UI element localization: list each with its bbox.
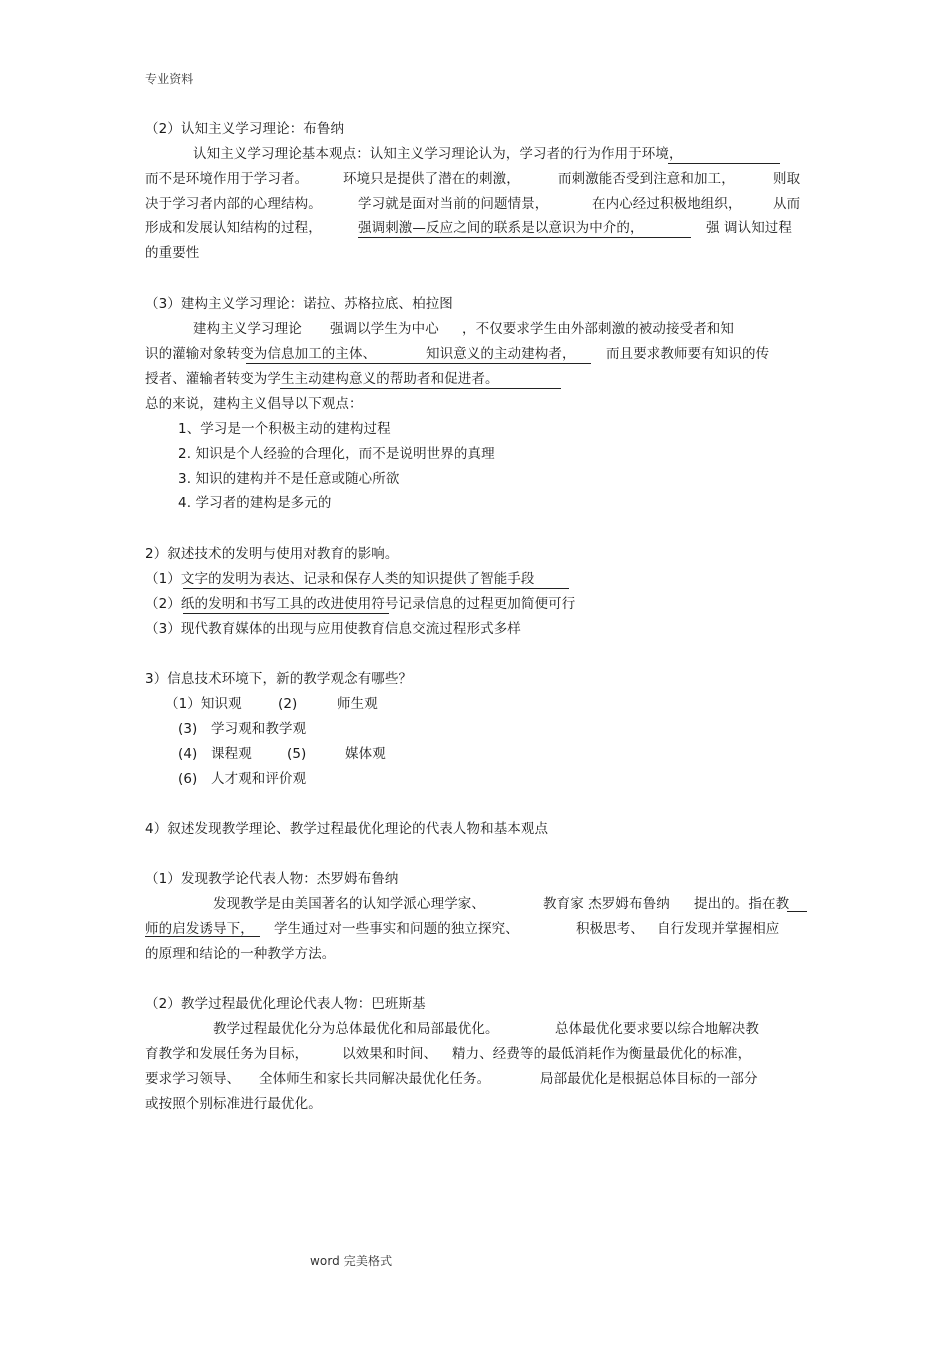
question-heading-concepts: 3）信息技术环境下，新的教学观念有哪些？ (145, 671, 413, 687)
list-item: 学习观和教学观 (211, 721, 307, 737)
paragraph-line: 局部最优化是根据总体目标的一部分 (540, 1071, 758, 1087)
paragraph-line: 总体最优化要求要以综合地解决教 (555, 1021, 759, 1037)
question-heading-technology: 2）叙述技术的发明与使用对教育的影响。 (145, 546, 399, 562)
paragraph-line: 形成和发展认知结构的过程， (145, 220, 322, 236)
paragraph-line: 育教学和发展任务为目标， (145, 1046, 309, 1062)
underline-mark (183, 613, 389, 614)
paragraph-line: 学习就是面对当前的问题情景， (358, 196, 549, 212)
paragraph-line: 则取 (773, 171, 801, 187)
list-item: 3. 知识的建构并不是任意或随心所欲 (178, 471, 400, 487)
list-item: 媒体观 (345, 746, 386, 762)
paragraph-line: ，不仅要求学生由外部刺激的被动接受者和知 (462, 321, 734, 337)
paragraph-line: 环境只是提供了潜在的刺激， (343, 171, 520, 187)
paragraph-line: 精力、经费等的最低消耗作为衡量最优化的标准， (452, 1046, 752, 1062)
list-item: (2) (278, 696, 298, 712)
paragraph-line: 强调刺激—反应之间的联系是以意识为中介的， (358, 220, 644, 236)
paragraph-line: 决于学习者内部的心理结构。 (145, 196, 322, 212)
paragraph-line: 总的来说，建构主义倡导以下观点： (145, 396, 363, 412)
paragraph-line: 的原理和结论的一种教学方法。 (145, 946, 336, 962)
paragraph-line: 建构主义学习理论 (193, 321, 302, 337)
paragraph-line: 要求学习领导、 (145, 1071, 241, 1087)
list-item: （3）现代教育媒体的出现与应用使教育信息交流过程形式多样 (145, 621, 521, 637)
underline-mark (787, 911, 807, 912)
paragraph-line: 全体师生和家长共同解决最优化任务。 (259, 1071, 491, 1087)
paragraph-line: 提出的。指在教 (694, 896, 790, 912)
section-heading-constructivist: （3）建构主义学习理论：诺拉、苏格拉底、柏拉图 (145, 296, 453, 312)
paragraph-line: 而刺激能否受到注意和加工， (558, 171, 735, 187)
paragraph-line: 强调以学生为中心 (330, 321, 439, 337)
question-heading-theories: 4）叙述发现教学理论、教学过程最优化理论的代表人物和基本观点 (145, 821, 549, 837)
paragraph-line: 授者、灌输者转变为学生主动建构意义的帮助者和促进者。 (145, 371, 499, 387)
section-heading-optimization: （2）教学过程最优化理论代表人物：巴班斯基 (145, 996, 426, 1012)
list-item: 师生观 (337, 696, 378, 712)
underline-mark (183, 588, 569, 589)
list-item: (4) (178, 746, 198, 762)
paragraph-line: 学生通过对一些事实和问题的独立探究、 (274, 921, 519, 937)
paragraph-line: 在内心经过积极地组织， (592, 196, 742, 212)
paragraph-line: 发现教学是由美国著名的认知学派心理学家、 (213, 896, 485, 912)
paragraph-line: 知识意义的主动建构者， (426, 346, 576, 362)
list-item: (3) (178, 721, 198, 737)
paragraph-line: 教育家 杰罗姆布鲁纳 (543, 896, 670, 912)
paragraph-line: 认知主义学习理论基本观点：认知主义学习理论认为，学习者的行为作用于环境， (193, 146, 683, 162)
page-footer: word 完美格式 (310, 1254, 393, 1268)
list-item: （1）文字的发明为表达、记录和保存人类的知识提供了智能手段 (145, 571, 535, 587)
list-item: 4. 学习者的建构是多元的 (178, 495, 332, 511)
section-heading-cognitive: （2）认知主义学习理论：布鲁纳 (145, 121, 345, 137)
list-item: 人才观和评价观 (211, 771, 307, 787)
list-item: （1）知识观 (165, 696, 242, 712)
paragraph-line: 从而 (773, 196, 801, 212)
paragraph-line: 的重要性 (145, 245, 200, 261)
paragraph-line: 以效果和时间、 (342, 1046, 438, 1062)
paragraph-line: 师的启发诱导下， (145, 921, 254, 937)
list-item: 1、学习是一个积极主动的建构过程 (178, 421, 391, 437)
list-item: (5) (287, 746, 307, 762)
list-item: 课程观 (211, 746, 252, 762)
section-heading-discovery: （1）发现教学论代表人物：杰罗姆布鲁纳 (145, 871, 399, 887)
list-item: （2）纸的发明和书写工具的改进使用符号记录信息的过程更加简便可行 (145, 596, 576, 612)
page-header: 专业资料 (145, 72, 194, 86)
underline-mark (145, 936, 260, 937)
paragraph-line: 识的灌输对象转变为信息加工的主体、 (145, 346, 377, 362)
paragraph-line: 而不是环境作用于学习者。 (145, 171, 309, 187)
underline-mark (358, 237, 691, 238)
underline-mark (668, 163, 780, 164)
list-item: 2. 知识是个人经验的合理化，而不是说明世界的真理 (178, 446, 495, 462)
list-item: (6) (178, 771, 198, 787)
paragraph-line: 强 调认知过程 (706, 220, 792, 236)
paragraph-line: 而且要求教师要有知识的传 (606, 346, 770, 362)
paragraph-line: 积极思考、 (576, 921, 644, 937)
underline-mark (246, 363, 591, 364)
paragraph-line: 教学过程最优化分为总体最优化和局部最优化。 (213, 1021, 499, 1037)
underline-mark (280, 388, 561, 389)
paragraph-line: 自行发现并掌握相应 (657, 921, 780, 937)
paragraph-line: 或按照个别标准进行最优化。 (145, 1096, 322, 1112)
